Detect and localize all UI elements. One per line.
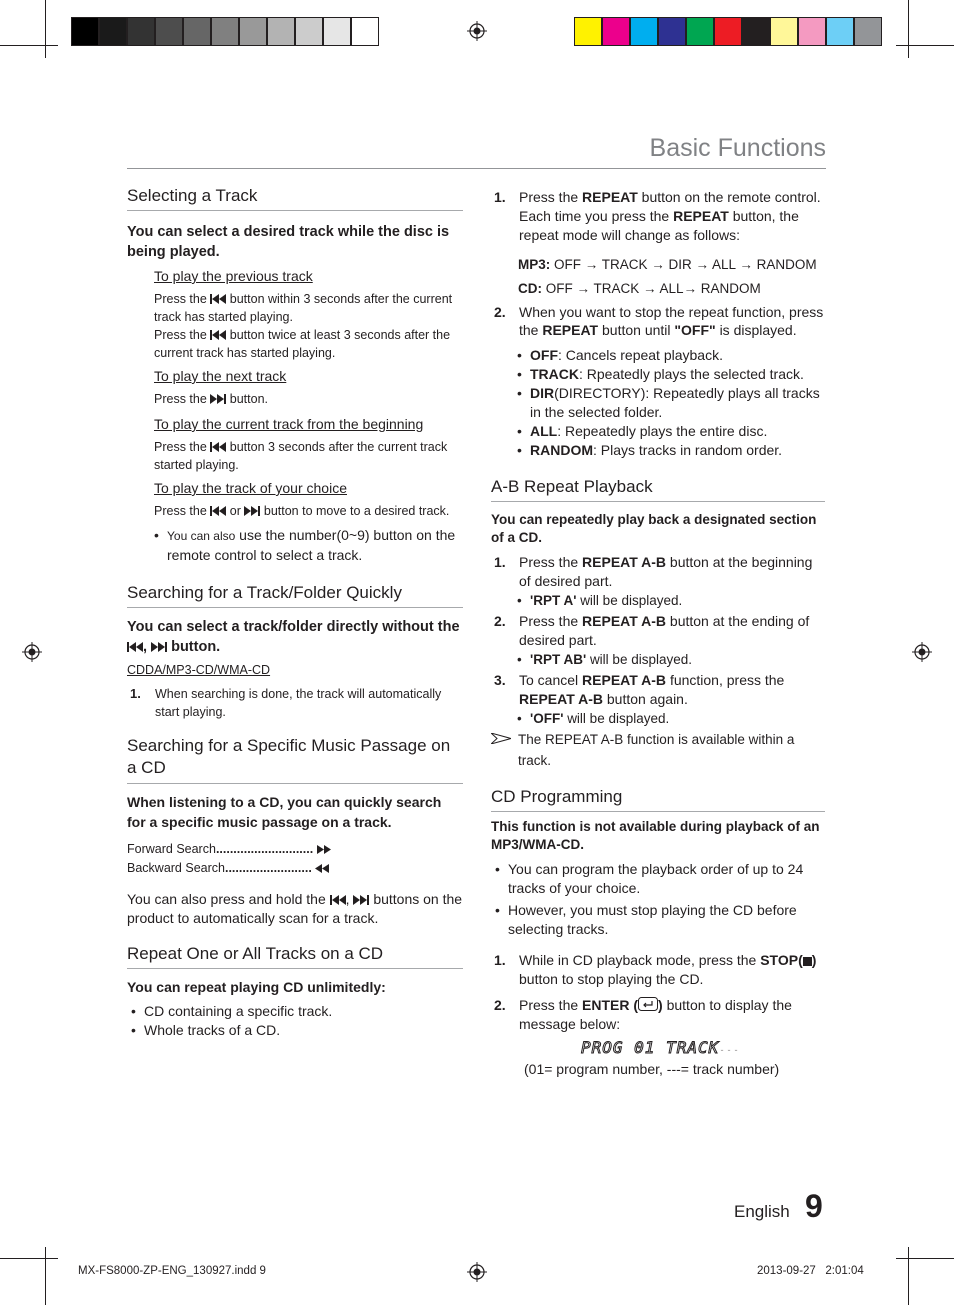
color-swatch: [99, 17, 127, 46]
color-swatch: [211, 17, 239, 46]
color-swatch: [351, 17, 379, 46]
list-item: • 'OFF' will be displayed.: [530, 709, 825, 729]
date-slug: 2013-09-27 2:01:04: [757, 1265, 864, 1277]
color-swatch: [267, 17, 295, 46]
display-message: PROG 01 TRACK---: [581, 1038, 741, 1057]
next-track-icon: [353, 895, 369, 905]
stop-icon: [803, 957, 812, 966]
list-item: • DIR(DIRECTORY): Repeatedly plays all tracks in the selected folder.: [530, 384, 825, 422]
page-language: English: [734, 1202, 790, 1221]
fast-forward-icon: [317, 845, 331, 854]
numbered-step: 1. When searching is done, the track will automatically start playing.: [130, 686, 442, 719]
repeat-mode-list: [491, 346, 825, 460]
previous-track-icon: [210, 330, 226, 340]
list-item: • CD containing a specific track.: [144, 1002, 463, 1021]
section-lead: You can select a track/folder directly without the , button.: [127, 619, 460, 655]
color-swatch: [742, 17, 770, 46]
header-rule: [127, 168, 826, 169]
enter-icon: [638, 997, 658, 1011]
rewind-icon: [315, 864, 329, 873]
paragraph: Press the button twice at least 3 seconds after the current track has started playing.: [154, 328, 451, 360]
crop-mark: [0, 45, 58, 46]
subheading-track-of-choice: To play the track of your choice: [154, 480, 347, 496]
registration-mark-icon: [467, 1262, 487, 1282]
note-arrow-icon: [491, 733, 511, 744]
paragraph: You can also press and hold the , buttons on the product to automatically scan for a track.: [127, 891, 463, 926]
list-item: • Whole tracks of a CD.: [144, 1021, 463, 1040]
previous-track-icon: [210, 442, 226, 452]
color-swatch: [686, 17, 714, 46]
color-swatch: [155, 17, 183, 46]
registration-mark-icon: [912, 642, 932, 662]
right-column: [491, 188, 825, 1077]
color-swatch: [239, 17, 267, 46]
color-swatch: [630, 17, 658, 46]
numbered-step: 2. When you want to stop the repeat function, press the REPEAT button until "OFF" is displayed.: [494, 304, 824, 338]
color-swatch: [127, 17, 155, 46]
next-track-icon: [244, 506, 260, 516]
list-item: • 'RPT AB' will be displayed.: [530, 650, 825, 670]
mp3-repeat-sequence: MP3: OFF → TRACK → DIR → ALL → RANDOM: [518, 257, 817, 272]
list-item: • You can program the playback order of up to 24 tracks of your choice.: [508, 860, 825, 898]
list-item: • RANDOM: Plays tracks in random order.: [530, 441, 825, 460]
list-item: • You can also use the number(0~9) button on the remote control to select a track.: [167, 526, 463, 565]
next-track-icon: [210, 394, 226, 404]
crop-mark: [45, 0, 46, 58]
section-lead: You can select a desired track while the disc is being played.: [127, 224, 450, 260]
section-lead: You can repeatedly play back a designated section of a CD.: [491, 512, 817, 545]
numbered-step: 2. Press the ENTER ( ) button to display the message below:: [494, 997, 792, 1032]
color-swatch: [798, 17, 826, 46]
crop-mark: [908, 0, 909, 58]
color-swatch: [183, 17, 211, 46]
paragraph: Press the button within 3 seconds after the current track has started playing.: [154, 292, 453, 324]
color-swatch: [574, 17, 602, 46]
numbered-step: 1. While in CD playback mode, press the STOP( ) button to stop playing the CD.: [494, 952, 817, 987]
section-heading-repeat-cd: Repeat One or All Tracks on a CD: [127, 944, 463, 969]
color-swatch: [658, 17, 686, 46]
paragraph: Press the or button to move to a desired track.: [154, 504, 450, 518]
crop-mark: [896, 1258, 954, 1259]
section-lead: You can repeat playing CD unlimitedly:: [127, 979, 386, 995]
list-item: • OFF: Cancels repeat playback.: [530, 346, 825, 365]
previous-track-icon: [210, 506, 226, 516]
list-item: • TRACK: Rpeatedly plays the selected track.: [530, 365, 825, 384]
list-item: • 'RPT A' will be displayed.: [530, 591, 825, 611]
file-slug: MX-FS8000-ZP-ENG_130927.indd 9: [78, 1265, 266, 1277]
backward-search-row: Backward Search.........................: [127, 859, 463, 878]
numbered-step: 2. Press the REPEAT A-B button at the ending of desired part.: [494, 613, 810, 648]
color-swatch: [323, 17, 351, 46]
format-label: CDDA/MP3-CD/WMA-CD: [127, 663, 271, 677]
numbered-step: 1. Press the REPEAT A-B button at the beginning of desired part.: [494, 554, 813, 589]
subheading-previous-track: To play the previous track: [154, 268, 313, 284]
section-heading-searching-passage: Searching for a Specific Music Passage on a CD: [127, 735, 463, 784]
note: The REPEAT A-B function is available within a track.: [491, 729, 825, 771]
section-heading-selecting-track: Selecting a Track: [127, 186, 463, 211]
color-swatch: [602, 17, 630, 46]
registration-mark-icon: [22, 642, 42, 662]
crop-mark: [0, 1258, 58, 1259]
color-swatch: [295, 17, 323, 46]
cd-repeat-sequence: CD: OFF → TRACK → ALL→ RANDOM: [518, 281, 761, 296]
section-heading-ab-repeat: A-B Repeat Playback: [491, 477, 825, 502]
list-item: • ALL: Repeatedly plays the entire disc.: [530, 422, 825, 441]
page-title: Basic Functions: [649, 134, 826, 162]
paragraph: Press the button.: [154, 392, 269, 406]
paragraph: Press the button 3 seconds after the current track started playing.: [154, 440, 448, 472]
color-swatch: [71, 17, 99, 46]
section-heading-searching-track: Searching for a Track/Folder Quickly: [127, 583, 463, 608]
crop-mark: [896, 45, 954, 46]
next-track-icon: [151, 642, 167, 652]
numbered-step: 1. Press the REPEAT button on the remote control. Each time you press the REPEAT button, the repeat mode will change as follows:: [494, 189, 821, 243]
section-lead: When listening to a CD, you can quickly search for a specific music passage on a track.: [127, 794, 442, 830]
subheading-next-track: To play the next track: [154, 368, 287, 384]
registration-mark-icon: [467, 21, 487, 41]
left-column: [127, 186, 463, 1040]
subheading-from-beginning: To play the current track from the beginning: [154, 416, 424, 432]
display-legend: (01= program number, ---= track number): [524, 1061, 780, 1077]
color-swatch: [826, 17, 854, 46]
previous-track-icon: [330, 895, 346, 905]
section-heading-cd-programming: CD Programming: [491, 787, 825, 812]
previous-track-icon: [210, 294, 226, 304]
forward-search-row: Forward Search............................: [127, 840, 463, 859]
page-number: 9: [805, 1188, 823, 1224]
crop-mark: [45, 1247, 46, 1305]
crop-mark: [908, 1247, 909, 1305]
color-swatch: [714, 17, 742, 46]
previous-track-icon: [127, 642, 143, 652]
color-swatch: [770, 17, 798, 46]
color-swatch: [854, 17, 882, 46]
section-lead: This function is not available during playback of an MP3/WMA-CD.: [491, 819, 820, 852]
list-item: • However, you must stop playing the CD before selecting tracks.: [508, 901, 825, 939]
numbered-step: 3. To cancel REPEAT A-B function, press the REPEAT A-B button again.: [494, 672, 785, 707]
